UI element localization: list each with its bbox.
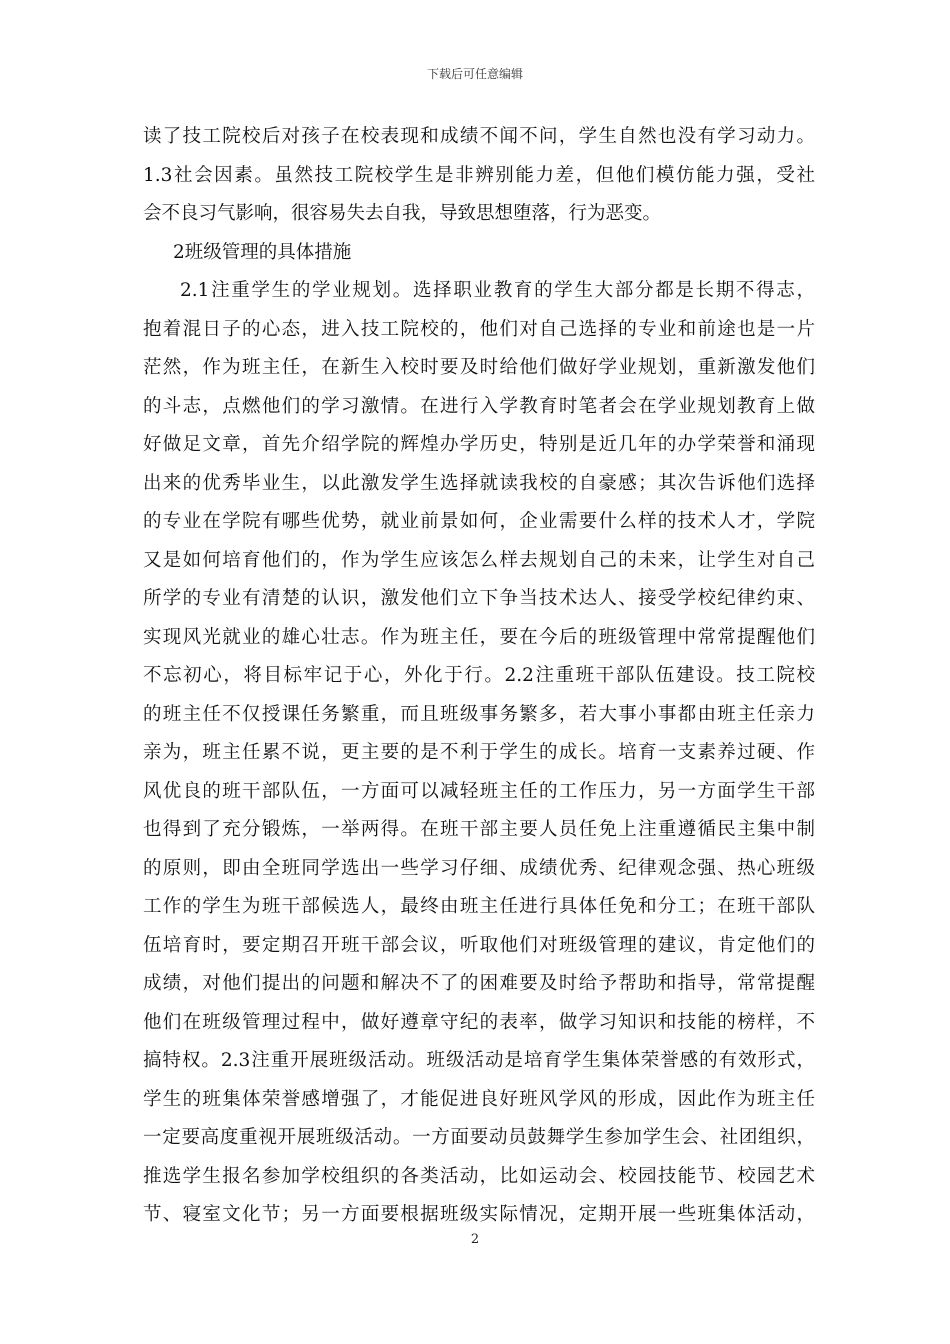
text-line: 的斗志，点燃他们的学习激情。在进行入学教育时笔者会在学业规划教育上做 xyxy=(143,395,815,417)
text-line: 所学的专业有清楚的认识，激发他们立下争当技术达人、接受学校纪律约束、 xyxy=(143,588,815,609)
text-line: 的原则，即由全班同学选出一些学习仔细、成绩优秀、纪律观念强、热心班级 xyxy=(143,857,815,879)
text-line: 又是如何培育他们的，作为学生应该怎么样去规划自己的未来，让学生对自己 xyxy=(143,549,815,571)
text-line: 2.1注重学生的学业规划。选择职业教育的学生大部分都是长期不得志， xyxy=(180,280,815,301)
text-line: 工作的学生为班干部候选人，最终由班主任进行具体任免和分工；在班干部队 xyxy=(143,896,815,917)
document-body xyxy=(143,118,815,1235)
text-line: 他们在班级管理过程中，做好遵章守纪的表率，做学习知识和技能的榜样，不 xyxy=(143,1011,815,1033)
text-line: 成绩，对他们提出的问题和解决不了的困难要及时给予帮助和指导，常常提醒 xyxy=(143,973,815,994)
page-header: 下载后可任意编辑 xyxy=(426,67,523,81)
text-line: 搞特权。2.3注重开展班级活动。班级活动是培育学生集体荣誉感的有效形式， xyxy=(143,1050,815,1071)
text-line: 不忘初心，将目标牢记于心，外化于行。2.2注重班干部队伍建设。技工院校 xyxy=(143,665,815,686)
text-line: 风优良的班干部队伍，一方面可以减轻班主任的工作压力，另一方面学生干部 xyxy=(143,780,815,802)
text-line: 的专业在学院有哪些优势，就业前景如何，企业需要什么样的技术人才，学院 xyxy=(143,511,815,532)
text-line: 出来的优秀毕业生，以此激发学生选择就读我校的自豪感；其次告诉他们选择 xyxy=(143,472,815,494)
text-line: 一定要高度重视开展班级活动。一方面要动员鼓舞学生参加学生会、社团组织， xyxy=(143,1127,815,1148)
text-line: 抱着混日子的心态，进入技工院校的，他们对自己选择的专业和前途也是一片 xyxy=(143,318,815,340)
section-heading: 2班级管理的具体措施 xyxy=(173,241,352,263)
text-line: 学生的班集体荣誉感增强了，才能促进良好班风学风的形成，因此作为班主任 xyxy=(143,1088,815,1110)
text-line: 也得到了充分锻炼，一举两得。在班干部主要人员任免上注重遵循民主集中制 xyxy=(143,819,815,840)
page-number: 2 xyxy=(470,1232,480,1247)
text-line: 会不良习气影响，很容易失去自我，导致思想堕落，行为恶变。 xyxy=(143,203,662,224)
text-line: 1.3社会因素。虽然技工院校学生是非辨别能力差，但他们模仿能力强，受社 xyxy=(143,164,815,186)
text-line: 茫然，作为班主任，在新生入校时要及时给他们做好学业规划，重新激发他们 xyxy=(143,357,815,378)
text-line: 节、寝室文化节；另一方面要根据班级实际情况，定期开展一些班集体活动， xyxy=(143,1204,815,1225)
text-line: 读了技工院校后对孩子在校表现和成绩不闻不问，学生自然也没有学习动力。 xyxy=(143,126,815,147)
text-line: 亲为，班主任累不说，更主要的是不利于学生的成长。培育一支素养过硬、作 xyxy=(143,742,815,763)
text-line: 推选学生报名参加学校组织的各类活动，比如运动会、校园技能节、校园艺术 xyxy=(143,1165,815,1187)
text-line: 好做足文章，首先介绍学院的辉煌办学历史，特别是近几年的办学荣誉和涌现 xyxy=(143,434,815,455)
text-line: 伍培育时，要定期召开班干部会议，听取他们对班级管理的建议，肯定他们的 xyxy=(143,934,815,956)
text-line: 实现风光就业的雄心壮志。作为班主任，要在今后的班级管理中常常提醒他们 xyxy=(143,626,815,648)
text-line: 的班主任不仅授课任务繁重，而且班级事务繁多，若大事小事都由班主任亲力 xyxy=(143,703,815,725)
